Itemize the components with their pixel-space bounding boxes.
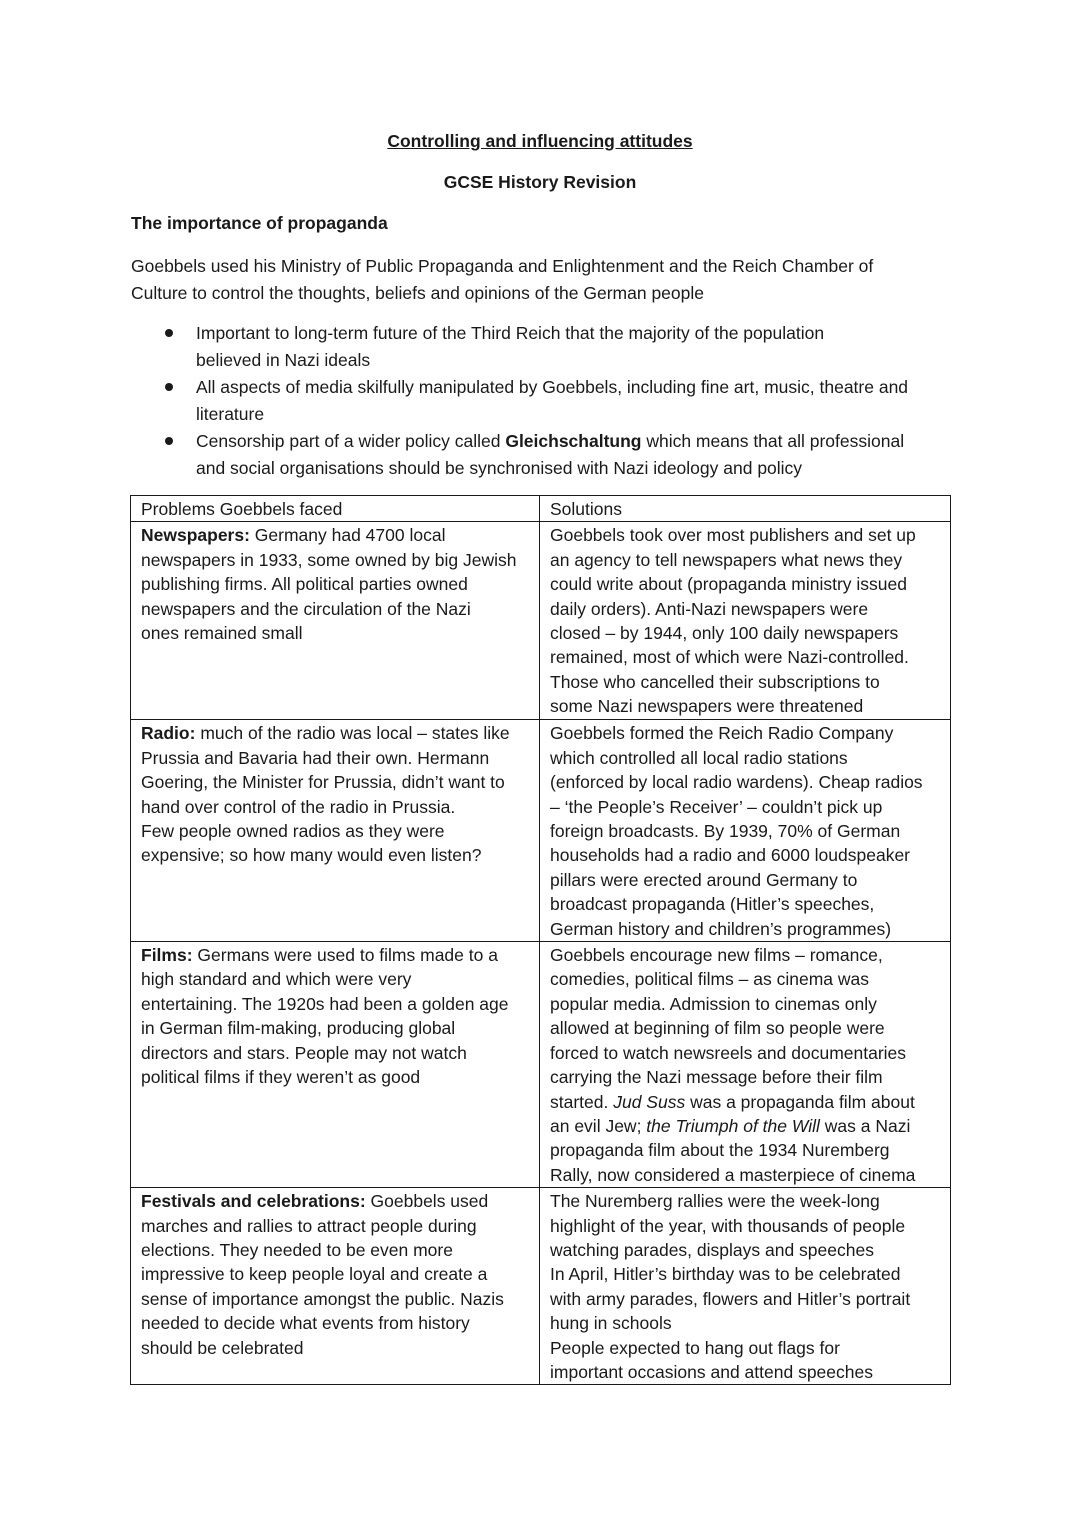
page-subtitle: GCSE History Revision — [443, 172, 637, 192]
bullet-item — [131, 428, 951, 482]
cell-line: (enforced by local radio wardens). Cheap radios — [550, 772, 923, 793]
cell-line: elections. They needed to be even more — [141, 1239, 453, 1260]
cell-line: Goebbels formed the Reich Radio Company — [550, 723, 894, 744]
cell-line: impressive to keep people loyal and create a — [141, 1264, 488, 1285]
cell-line — [141, 523, 530, 547]
cell-line: entertaining. The 1920s had been a golden age — [141, 993, 509, 1014]
cell-line: forced to watch newsreels and documentaries — [550, 1042, 907, 1063]
cell-line: popular media. Admission to cinemas only — [550, 993, 877, 1014]
cell-line: People expected to hang out flags for — [550, 1337, 840, 1358]
bullet-line: All aspects of media skilfully manipulated by Goebbels, including fine art, music, theatre and — [196, 377, 909, 397]
intro-paragraph — [131, 253, 931, 307]
cell-line: broadcast propaganda (Hitler’s speeches, — [550, 894, 875, 915]
cell-line: hand over control of the radio in Prussia. — [141, 796, 456, 817]
problem-cell — [131, 1188, 540, 1385]
solution-cell — [540, 1188, 951, 1385]
bullet-dot-icon — [165, 383, 173, 391]
film-title: Jud Suss — [613, 1091, 686, 1112]
problems-solutions-table — [130, 495, 951, 1385]
film-title: the Triumph of the Will — [646, 1115, 820, 1136]
cell-line: newspapers and the circulation of the Nazi — [141, 598, 471, 619]
cell-line: Those who cancelled their subscriptions to — [550, 671, 880, 692]
problem-cell — [131, 720, 540, 942]
bullet-line: and social organisations should be synchronised with Nazi ideology and policy — [196, 458, 803, 478]
cell-line: carrying the Nazi message before their film — [550, 1067, 883, 1088]
cell-line: propaganda film about the 1934 Nuremberg — [550, 1140, 890, 1161]
bullet-line: Important to long-term future of the Third Reich that the majority of the population — [196, 323, 825, 343]
bullet-dot-icon — [165, 437, 173, 445]
cell-line — [141, 1189, 530, 1213]
page-title: Controlling and influencing attitudes — [387, 131, 693, 151]
cell-line: expensive; so how many would even listen? — [141, 845, 482, 866]
table-row — [131, 522, 951, 720]
topic-label: Festivals and celebrations: — [141, 1191, 366, 1212]
cell-line: daily orders). Anti-Nazi newspapers were — [550, 598, 869, 619]
cell-line: ones remained small — [141, 623, 303, 644]
cell-line — [141, 943, 530, 967]
cell-line: in German film-making, producing global — [141, 1018, 456, 1039]
solution-cell — [540, 522, 951, 720]
intro-line: Goebbels used his Ministry of Public Propaganda and Enlightenment and the Reich Chamber of — [131, 256, 874, 276]
cell-line: high standard and which were very — [141, 969, 412, 990]
cell-line: some Nazi newspapers were threatened — [550, 696, 864, 717]
cell-line: newspapers in 1933, some owned by big Jewish — [141, 549, 517, 570]
table-header-row — [131, 496, 951, 522]
problem-cell — [131, 942, 540, 1188]
cell-text: an evil Jew; — [550, 1115, 647, 1136]
cell-line: Goebbels encourage new films – romance, — [550, 945, 883, 966]
cell-line: an agency to tell newspapers what news they — [550, 549, 903, 570]
cell-text: was a Nazi — [819, 1115, 911, 1136]
cell-line: with army parades, flowers and Hitler’s portrait — [550, 1288, 911, 1309]
cell-line — [550, 1114, 941, 1138]
bullet-text: Censorship part of a wider policy called — [196, 431, 506, 451]
cell-text: Germans were used to films made to a — [192, 945, 498, 966]
cell-line: German history and children’s programmes) — [550, 918, 892, 939]
cell-text: Germany had 4700 local — [249, 525, 446, 546]
cell-line: foreign broadcasts. By 1939, 70% of German — [550, 821, 901, 842]
cell-text: started. — [550, 1091, 614, 1112]
topic-label: Newspapers: — [141, 525, 250, 546]
cell-line: pillars were erected around Germany to — [550, 869, 858, 890]
cell-line: Prussia and Bavaria had their own. Hermann — [141, 747, 490, 768]
bullet-dot-icon — [165, 329, 173, 337]
bullet-text: which means that all professional — [641, 431, 905, 451]
cell-text: Goebbels used — [365, 1191, 489, 1212]
solution-cell — [540, 720, 951, 942]
cell-line: hung in schools — [550, 1313, 672, 1334]
cell-line: Few people owned radios as they were — [141, 821, 445, 842]
cell-line: households had a radio and 6000 loudspeaker — [550, 845, 911, 866]
cell-text: much of the radio was local – states like — [195, 723, 510, 744]
table-row — [131, 720, 951, 942]
topic-label: Radio: — [141, 723, 196, 744]
table-row — [131, 942, 951, 1188]
cell-line: marches and rallies to attract people during — [141, 1215, 477, 1236]
topic-label: Films: — [141, 945, 193, 966]
cell-line: highlight of the year, with thousands of people — [550, 1215, 906, 1236]
cell-line: Rally, now considered a masterpiece of cinema — [550, 1164, 916, 1185]
intro-line: Culture to control the thoughts, beliefs and opinions of the German people — [131, 283, 705, 303]
cell-line: The Nuremberg rallies were the week-long — [550, 1191, 880, 1212]
cell-line: needed to decide what events from history — [141, 1313, 470, 1334]
cell-line: allowed at beginning of film so people were — [550, 1018, 885, 1039]
bullet-list — [131, 320, 951, 482]
cell-line: which controlled all local radio stations — [550, 747, 848, 768]
cell-line: Goering, the Minister for Prussia, didn’t want to — [141, 772, 505, 793]
bullet-line: believed in Nazi ideals — [196, 350, 371, 370]
solution-cell — [540, 942, 951, 1188]
cell-line: political films if they weren’t as good — [141, 1067, 421, 1088]
bullet-line: literature — [196, 404, 265, 424]
bullet-item — [131, 320, 951, 374]
cell-line — [550, 1090, 941, 1114]
header-solutions: Solutions — [540, 496, 951, 522]
cell-line: comedies, political films – as cinema was — [550, 969, 870, 990]
cell-line: directors and stars. People may not watch — [141, 1042, 467, 1063]
problem-cell — [131, 522, 540, 720]
cell-line: Goebbels took over most publishers and set up — [550, 525, 916, 546]
header-problems: Problems Goebbels faced — [131, 496, 540, 522]
cell-line: publishing firms. All political parties owned — [141, 574, 468, 595]
section-heading: The importance of propaganda — [131, 213, 388, 233]
cell-line: should be celebrated — [141, 1337, 304, 1358]
cell-line: In April, Hitler’s birthday was to be celebrated — [550, 1264, 901, 1285]
cell-line: – ‘the People’s Receiver’ – couldn’t pick up — [550, 796, 883, 817]
cell-line — [141, 721, 530, 745]
cell-line: watching parades, displays and speeches — [550, 1239, 874, 1260]
cell-line: closed – by 1944, only 100 daily newspapers — [550, 623, 899, 644]
cell-line: could write about (propaganda ministry issued — [550, 574, 907, 595]
cell-line: remained, most of which were Nazi-controlled. — [550, 647, 909, 668]
bullet-line — [196, 428, 951, 455]
cell-line: important occasions and attend speeches — [550, 1361, 873, 1382]
table-row — [131, 1188, 951, 1385]
glossary-term: Gleichschaltung — [505, 431, 642, 451]
cell-line: sense of importance amongst the public. Nazis — [141, 1288, 504, 1309]
bullet-item — [131, 374, 951, 428]
cell-text: was a propaganda film about — [685, 1091, 915, 1112]
